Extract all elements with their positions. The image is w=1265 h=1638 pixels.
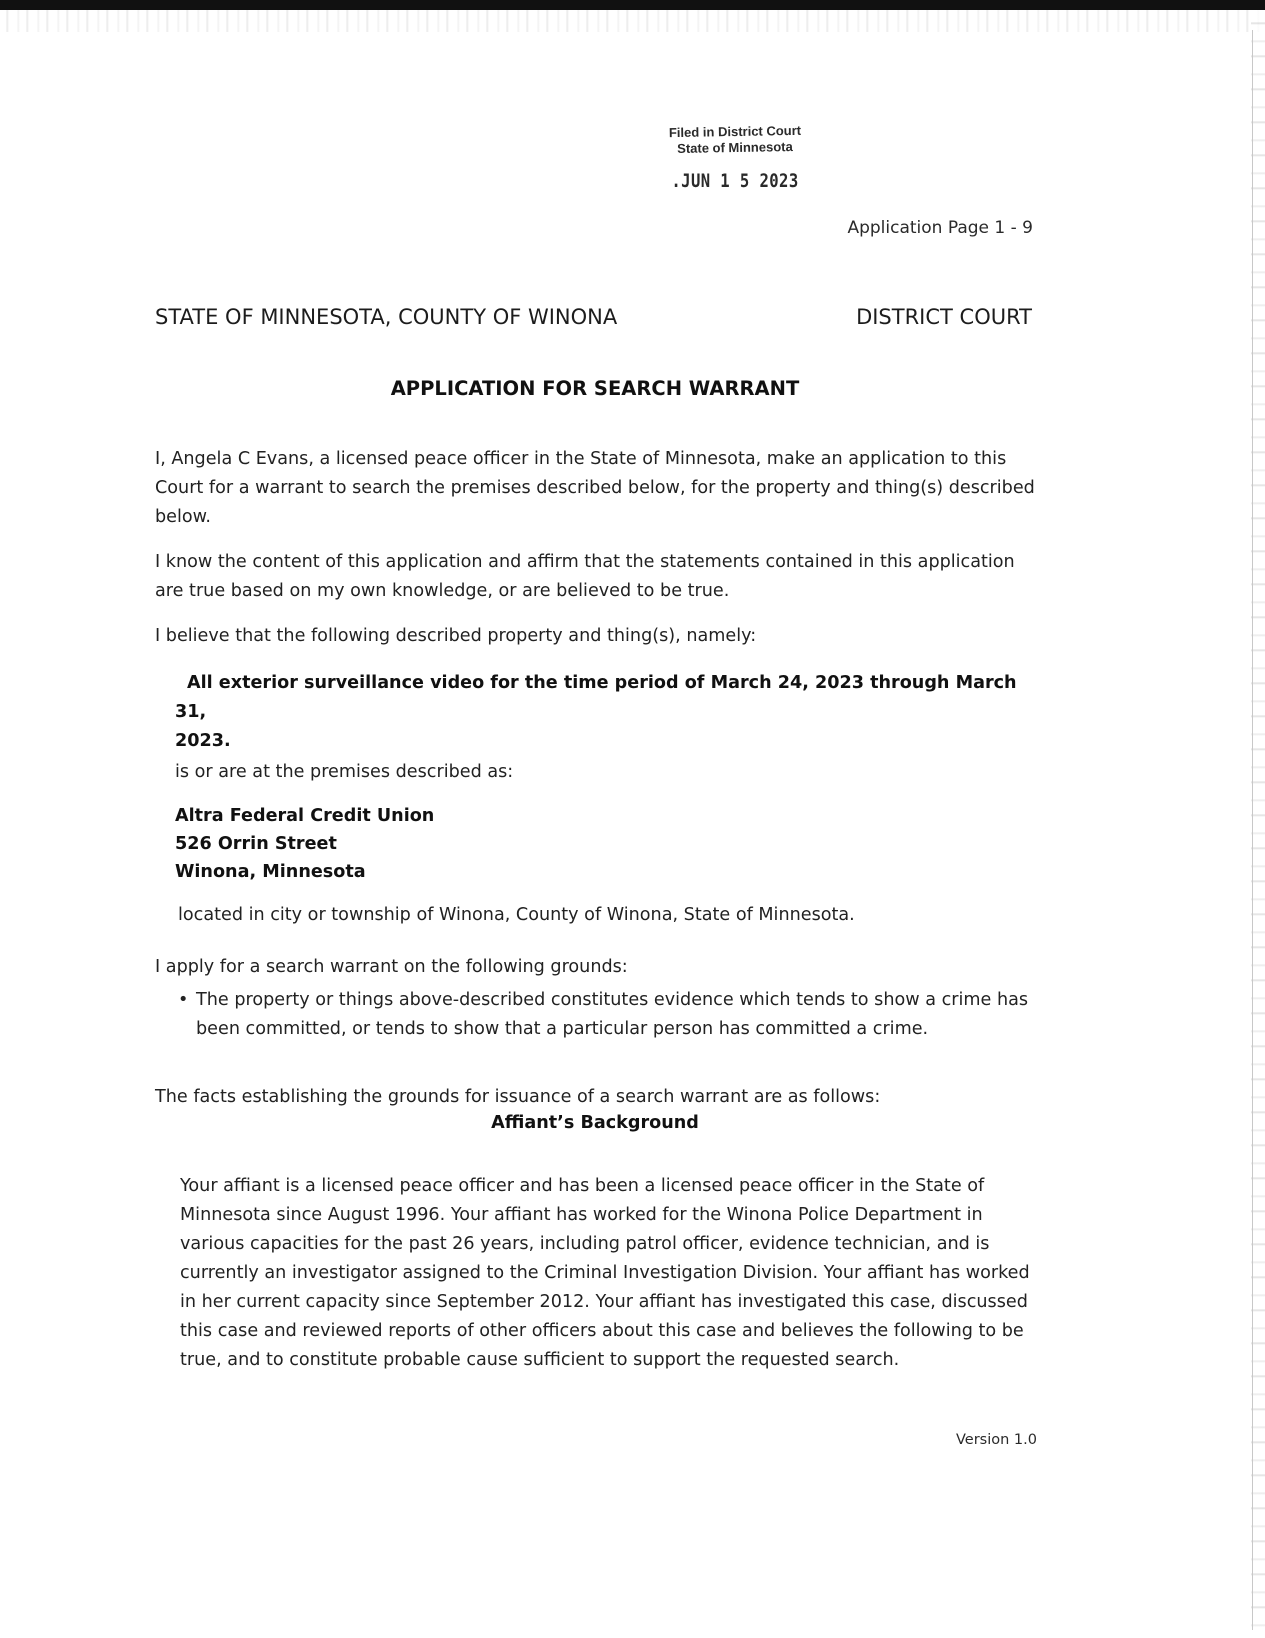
address-city: Winona, Minnesota — [175, 862, 366, 882]
stamp-line-2: State of Minnesota — [677, 138, 793, 157]
scan-noise-strip — [0, 10, 1265, 32]
belief-paragraph: I believe that the following described property and thing(s), namely: — [155, 626, 757, 646]
bullet-icon: • — [178, 990, 189, 1010]
filed-stamp — [640, 124, 830, 192]
caption-court: DISTRICT COURT — [856, 305, 1032, 329]
premises-address — [175, 802, 434, 886]
location-paragraph: located in city or township of Winona, County of Winona, State of Minnesota. — [178, 905, 855, 925]
premises-intro: is or are at the premises described as: — [175, 762, 514, 782]
version-label: Version 1.0 — [956, 1432, 1037, 1448]
affirmation-paragraph: I know the content of this application and affirm that the statements contained in this application are true based on my own knowledge, or are believed to be true. — [155, 552, 1015, 601]
grounds-intro: I apply for a search warrant on the following grounds: — [155, 957, 628, 977]
background-paragraph: Your affiant is a licensed peace officer and has been a licensed peace officer in the State of Minnesota since August 1996. Your affiant has worked for the Winona Police Department in various capacities for the past 26 years, including patrol officer, evidence technician, and is currently an investigator assigned to the Criminal Investigation Division. Your affiant has worked in her current capacity since September 2012. Your affiant has investigated this case, discussed this case and reviewed reports of other officers about this case and believes the following to be true, and to constitute probable cause sufficient to support the requested search. — [180, 1176, 1030, 1370]
grounds-text: The property or things above-described constitutes evidence which tends to show a crime has been committed, or tends to show that a particular person has committed a crime. — [196, 990, 1029, 1039]
intro-paragraph: I, Angela C Evans, a licensed peace officer in the State of Minnesota, make an application to this Court for a warrant to search the premises described below, for the property and thing(s) described below. — [155, 449, 1035, 527]
property-description — [175, 669, 1035, 756]
caption-state-county: STATE OF MINNESOTA, COUNTY OF WINONA — [155, 305, 618, 329]
address-name: Altra Federal Credit Union — [175, 806, 435, 826]
address-street: 526 Orrin Street — [175, 834, 337, 854]
grounds-list-item — [178, 986, 1038, 1044]
scan-top-border — [0, 0, 1265, 10]
property-line-1: All exterior surveillance video for the time period of March 24, 2023 through March 31, — [175, 673, 1017, 722]
stamp-line-1: Filed in District Court — [668, 122, 802, 141]
property-line-2: 2023. — [175, 731, 231, 751]
scan-right-edge — [1251, 10, 1265, 1638]
section-heading: Affiant’s Background — [491, 1113, 699, 1133]
document-title: APPLICATION FOR SEARCH WARRANT — [390, 377, 800, 400]
page-number: Application Page 1 - 9 — [847, 218, 1033, 238]
facts-intro: The facts establishing the grounds for issuance of a search warrant are as follows: — [155, 1087, 881, 1107]
stamp-date: .JUN 1 5 2023 — [671, 170, 799, 192]
scan-right-line — [1252, 30, 1253, 1630]
